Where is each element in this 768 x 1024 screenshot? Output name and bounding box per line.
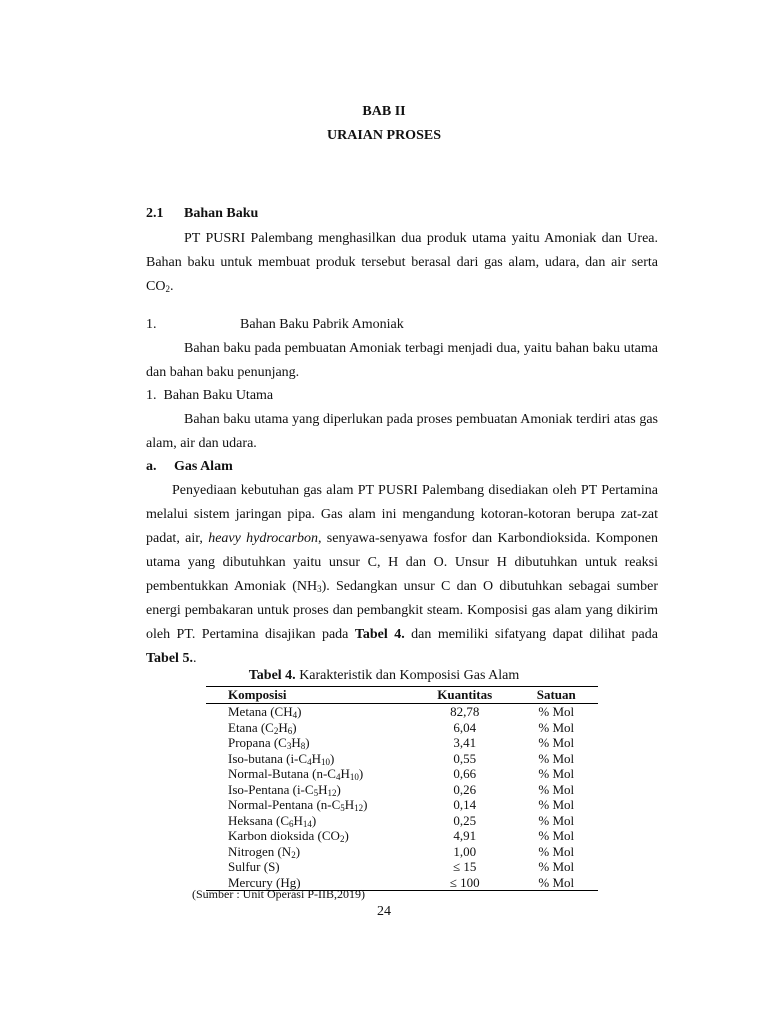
cell-satuan: % Mol bbox=[538, 750, 575, 766]
compound-name: H bbox=[318, 781, 328, 797]
table-row bbox=[206, 844, 598, 860]
cell-kuantitas: ≤ 100 bbox=[415, 875, 514, 891]
table-row bbox=[206, 797, 598, 813]
compound-name: ) bbox=[295, 843, 301, 859]
table-row bbox=[206, 704, 598, 720]
cell-komposisi bbox=[206, 751, 415, 767]
paragraph-bahan-baku: Bahan baku pada pembuatan Amoniak terbagi menjadi dua, yaitu bahan baku utama dan bahan baku penunjang. bbox=[146, 341, 658, 380]
table-row bbox=[206, 720, 598, 736]
intro-end: . bbox=[169, 279, 174, 294]
cell-komposisi bbox=[206, 704, 415, 720]
compound-name: ) bbox=[305, 735, 310, 751]
header-satuan: Satuan bbox=[514, 687, 598, 704]
cell-komposisi bbox=[206, 720, 415, 736]
table-row bbox=[206, 859, 598, 875]
paragraph-bahan-utama: Bahan baku utama yang diperlukan pada proses pembuatan Amoniak terdiri atas gas alam, air dan udara. bbox=[146, 412, 658, 451]
compound-name: ) bbox=[358, 766, 364, 782]
compound-name: Karbon dioksida (CO bbox=[228, 828, 340, 844]
cell-satuan: % Mol bbox=[514, 875, 598, 891]
formula-subscript: 4 bbox=[335, 772, 341, 783]
subsection-title: Bahan Baku Pabrik Amoniak bbox=[240, 317, 404, 332]
gas-alam-text-5: . bbox=[192, 651, 197, 666]
compound-name: H bbox=[311, 750, 321, 766]
cell-satuan: % Mol bbox=[538, 859, 575, 875]
formula-subscript: 3 bbox=[286, 741, 292, 752]
table-row bbox=[206, 751, 598, 767]
item-title: Gas Alam bbox=[174, 459, 233, 474]
table-caption bbox=[0, 668, 768, 684]
cell-kuantitas: 82,78 bbox=[450, 704, 480, 720]
formula-subscript: 2 bbox=[291, 849, 296, 860]
formula-subscript: 12 bbox=[327, 787, 337, 798]
compound-name: Sulfur (S) bbox=[228, 859, 280, 875]
compound-name: Propana (C bbox=[228, 735, 287, 751]
cell-komposisi bbox=[206, 766, 415, 782]
cell-kuantitas: 0,14 bbox=[453, 797, 477, 813]
page-number: 24 bbox=[377, 904, 391, 919]
table-row bbox=[206, 766, 598, 782]
compound-name: ) bbox=[336, 781, 341, 797]
formula-subscript: 5 bbox=[340, 803, 345, 814]
table-row bbox=[206, 735, 598, 751]
table-source: (Sumber : Unit Operasi P-IIB,2019) bbox=[192, 887, 365, 901]
gas-alam-text-3: ). Sedangkan unsur C dan O dibutuhkan sebagai sumber energi pembakaran untuk proses dan pembangkit steam. Komposisi gas alam yang dikirim oleh PT. Pertamina disajikan pada bbox=[146, 579, 658, 642]
cell-satuan: % Mol bbox=[538, 843, 575, 859]
paragraph-gas-alam bbox=[146, 479, 658, 671]
compound-name: H bbox=[291, 735, 301, 751]
compound-name: Iso-butana (i-C bbox=[228, 750, 308, 766]
formula-subscript: 12 bbox=[354, 803, 364, 814]
cell-satuan: % Mol bbox=[538, 766, 575, 782]
formula-subscript: 4 bbox=[307, 756, 312, 767]
compound-name: Nitrogen (N bbox=[228, 843, 292, 859]
list-heading-utama bbox=[146, 384, 273, 408]
composition-table bbox=[206, 686, 598, 891]
table-row bbox=[206, 782, 598, 798]
header-komposisi: Komposisi bbox=[206, 687, 415, 704]
cell-kuantitas: 0,66 bbox=[453, 766, 477, 782]
compound-name: Mercury (Hg) bbox=[228, 874, 301, 890]
compound-name: Normal-Pentana (n-C bbox=[228, 797, 341, 813]
item-letter: a. bbox=[146, 459, 157, 474]
compound-name: H bbox=[344, 797, 355, 813]
cell-kuantitas: 6,04 bbox=[453, 719, 477, 735]
cell-kuantitas: ≤ 15 bbox=[453, 859, 477, 875]
gas-alam-text-2: , senyawa-senyawa fosfor dan Karbondioksida. Komponen utama yang dibutuhkan yaitu unsur C, H dan O. Unsur H dibutuhkan untuk reaksi pembentukkan Amoniak (NH bbox=[146, 531, 658, 594]
formula-subscript: 10 bbox=[349, 772, 359, 783]
formula-subscript: 6 bbox=[289, 818, 294, 829]
cell-kuantitas: 0,25 bbox=[453, 812, 477, 828]
compound-name: Etana (C bbox=[228, 719, 274, 735]
compound-name: Normal-Butana (n-C bbox=[228, 766, 336, 782]
table-header-row bbox=[206, 687, 598, 704]
section-number: 2.1 bbox=[146, 206, 164, 221]
formula-subscript: 8 bbox=[300, 741, 306, 752]
cell-kuantitas: 4,91 bbox=[453, 828, 477, 844]
formula-subscript: 4 bbox=[292, 710, 298, 721]
table-row bbox=[206, 813, 598, 829]
cell-satuan: % Mol bbox=[538, 828, 575, 844]
formula-subscript: 5 bbox=[313, 787, 319, 798]
formula-subscript: 6 bbox=[287, 725, 293, 736]
table-row bbox=[206, 828, 598, 844]
compound-name: Metana (CH bbox=[228, 704, 293, 720]
cell-kuantitas: 0,55 bbox=[453, 750, 477, 766]
gas-alam-text-1: Penyediaan kebutuhan gas alam PT PUSRI Palembang disediakan oleh PT Pertamina melalui sistem jaringan pipa. Gas alam ini mengandung kotoran-kotoran berupa zat-zat padat, air, bbox=[146, 483, 658, 546]
compound-name: ) bbox=[292, 719, 297, 735]
compound-name: ) bbox=[344, 828, 349, 844]
gas-alam-text-4: dan memiliki sifatyang dapat dilihat pada bbox=[404, 627, 658, 642]
cell-kuantitas: 0,26 bbox=[453, 781, 477, 797]
compound-name: ) bbox=[311, 812, 317, 828]
compound-name: ) bbox=[363, 797, 368, 813]
intro-subscript: 2 bbox=[165, 284, 170, 294]
cell-kuantitas: 1,00 bbox=[453, 843, 477, 859]
section-title: Bahan Baku bbox=[184, 206, 259, 221]
header-kuantitas: Kuantitas bbox=[415, 687, 514, 704]
intro-text: PT PUSRI Palembang menghasilkan dua produk utama yaitu Amoniak dan Urea. Bahan baku untuk membuat produk tersebut berasal dari gas alam, udara, dan air serta CO bbox=[146, 231, 658, 294]
compound-name: H bbox=[278, 719, 288, 735]
cell-satuan: % Mol bbox=[538, 719, 575, 735]
table-caption-label: Tabel 4. bbox=[248, 668, 296, 683]
chapter-subtitle: URAIAN PROSES bbox=[327, 128, 441, 143]
formula-subscript: 2 bbox=[339, 834, 345, 845]
table-reference-4: Tabel 4. bbox=[354, 627, 405, 642]
compound-name: ) bbox=[297, 704, 302, 720]
compound-name: ) bbox=[329, 750, 335, 766]
list-title: Bahan Baku Utama bbox=[163, 388, 274, 403]
list-number: 1. bbox=[146, 388, 157, 403]
cell-satuan: % Mol bbox=[538, 797, 575, 813]
formula-subscript: 14 bbox=[302, 818, 312, 829]
section-heading bbox=[146, 202, 258, 226]
cell-komposisi bbox=[206, 782, 415, 798]
cell-satuan: % Mol bbox=[538, 781, 575, 797]
intro-paragraph bbox=[146, 227, 658, 299]
cell-komposisi bbox=[206, 844, 415, 860]
compound-name: Iso-Pentana (i-C bbox=[228, 781, 314, 797]
table-caption-text: Karakteristik dan Komposisi Gas Alam bbox=[295, 668, 520, 683]
cell-komposisi bbox=[206, 813, 415, 829]
cell-komposisi bbox=[206, 797, 415, 813]
gas-alam-italic: heavy hydrocarbon bbox=[208, 531, 318, 546]
compound-name: Heksana (C bbox=[228, 812, 290, 828]
compound-name: H bbox=[293, 812, 303, 828]
formula-subscript: 2 bbox=[273, 725, 279, 736]
table-reference-5: Tabel 5. bbox=[146, 651, 193, 666]
cell-satuan: % Mol bbox=[538, 735, 575, 751]
compound-name: H bbox=[340, 766, 350, 782]
cell-satuan: % Mol bbox=[538, 812, 575, 828]
cell-satuan: % Mol bbox=[538, 704, 575, 720]
formula-subscript: 10 bbox=[320, 756, 330, 767]
cell-komposisi bbox=[206, 735, 415, 751]
gas-alam-subscript: 3 bbox=[317, 584, 322, 594]
cell-kuantitas: 3,41 bbox=[453, 735, 477, 751]
cell-komposisi bbox=[206, 859, 415, 875]
cell-komposisi bbox=[206, 828, 415, 844]
subsection-number: 1. bbox=[146, 317, 157, 332]
chapter-title: BAB II bbox=[362, 104, 406, 119]
